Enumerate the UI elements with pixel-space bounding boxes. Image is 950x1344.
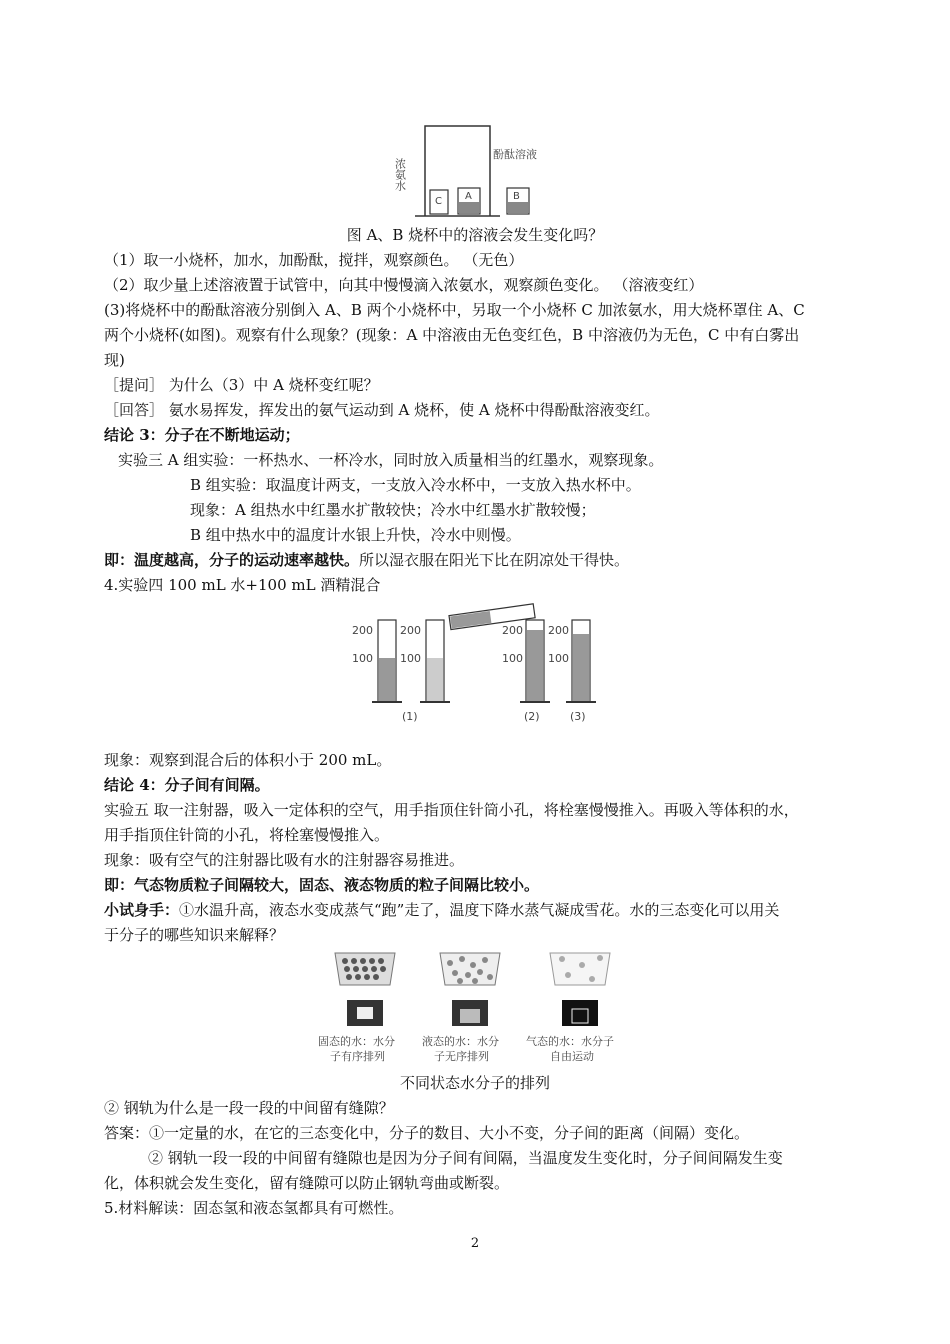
conclusion-3: 结论 3：分子在不断地运动；	[104, 426, 300, 444]
try-it-line-2: 于分子的哪些知识来解释？	[104, 926, 285, 944]
step-2: （2）取少量上述溶液置于试管中，向其中慢慢滴入浓氨水，观察颜色变化。 （溶液变红）	[104, 276, 704, 294]
step-3-line-2: 两个小烧杯(如图)。观察有什么现象？(现象：A 中溶液由无色变红色，B 中溶液仍为无色，C 中有白雾出	[104, 326, 800, 344]
cyl3-tick-100: 100	[502, 652, 523, 665]
experiment-3-b: B 组实验：取温度计两支，一支放入冷水杯中，一支放入热水杯中。	[190, 476, 641, 494]
cyl2-tick-200: 200	[400, 624, 421, 637]
material-reading: 5.材料解读：固态氢和液态氢都具有可燃性。	[104, 1199, 404, 1217]
beaker-a-label: A	[465, 191, 472, 202]
step-3-line-1: (3)将烧杯中的酚酞溶液分别倒入 A、B 两个小烧杯中，另取一个小烧杯 C 加浓氨水，用大烧杯罩住 A、C	[104, 301, 805, 319]
summary-3-rest: 所以湿衣服在阳光下比在阴凉处干得快。	[359, 551, 630, 569]
liquid-water-caption-1: 液态的水：水分	[422, 1035, 499, 1048]
gas-water-caption-2: 自由运动	[550, 1050, 594, 1063]
experiment-4-title: 4.实验四 100 mL 水+100 mL 酒精混合	[104, 576, 381, 594]
step-3-line-3: 现)	[104, 351, 125, 369]
summary-5: 即：气态物质粒子间隔较大，固态、液态物质的粒子间隔比较小。	[104, 876, 540, 894]
phenolphthalein-label: 酚酞溶液	[493, 148, 537, 161]
solid-water-caption-1: 固态的水：水分	[318, 1035, 395, 1048]
solid-water-caption-2: 子有序排列	[330, 1050, 385, 1063]
figure2-label-3: (3)	[570, 710, 586, 723]
question-2: ② 钢轨为什么是一段一段的中间留有缝隙？	[104, 1099, 394, 1117]
figure2-label-1: (1)	[402, 710, 418, 723]
beaker-b-label: B	[513, 191, 520, 202]
cyl1-tick-200: 200	[352, 624, 373, 637]
experiment-3-observation-2: B 组中热水中的温度计水银上升快，冷水中则慢。	[190, 526, 521, 544]
summary-3	[104, 550, 629, 570]
try-it-line-1	[104, 900, 779, 920]
cylinder-drawing	[350, 600, 600, 730]
ammonia-diffusion-drawing	[395, 118, 555, 218]
figure3-caption: 不同状态水分子的排列	[399, 1074, 550, 1092]
experiment-3-a: 实验三 A 组实验：一杯热水、一杯冷水，同时放入质量相当的红墨水，观察现象。	[118, 451, 664, 469]
gas-water-caption-1: 气态的水：水分子	[526, 1035, 614, 1048]
try-it-label: 小试身手：	[104, 901, 180, 919]
answer-3: 化，体积就会发生变化，留有缝隙可以防止钢轨弯曲或断裂。	[104, 1174, 510, 1192]
try-it-text: ①水温升高，液态水变成蒸气“跑”走了，温度下降水蒸气凝成雪花。水的三态变化可以用关	[179, 901, 780, 919]
water-states-drawing	[310, 945, 640, 1070]
cyl1-tick-100: 100	[352, 652, 373, 665]
experiment-5-line-2: 用手指顶住针筒的小孔，将栓塞慢慢推入。	[104, 826, 390, 844]
water-states-figure	[310, 945, 640, 1070]
cyl4-tick-100: 100	[548, 652, 569, 665]
figure2-label-2: (2)	[524, 710, 540, 723]
page-number: 2	[470, 1236, 480, 1251]
cyl2-tick-100: 100	[400, 652, 421, 665]
answer-2: ② 钢轨一段一段的中间留有缝隙也是因为分子间有间隔，当温度发生变化时，分子间间隔发生变	[148, 1149, 783, 1167]
beaker-c-label: C	[435, 196, 442, 207]
answer-1: 答案：①一定量的水，在它的三态变化中，分子的数目、大小不变，分子间的距离（间隔）变化。	[104, 1124, 750, 1142]
experiment-4-observation: 现象：观察到混合后的体积小于 200 mL。	[104, 751, 392, 769]
summary-3-bold: 即：温度越高，分子的运动速率越快。	[104, 551, 360, 569]
cyl4-tick-200: 200	[548, 624, 569, 637]
conclusion-4: 结论 4：分子间有间隔。	[104, 776, 270, 794]
experiment-3-observation: 现象：A 组热水中红墨水扩散较快；冷水中红墨水扩散较慢；	[190, 501, 596, 519]
ammonia-diffusion-figure	[395, 118, 555, 218]
cylinder-mixing-figure	[350, 600, 600, 730]
experiment-5-observation: 现象：吸有空气的注射器比吸有水的注射器容易推进。	[104, 851, 465, 869]
figure1-caption: 图 A、B 烧杯中的溶液会发生变化吗？	[346, 226, 604, 244]
cyl3-tick-200: 200	[502, 624, 523, 637]
answer: ［回答］ 氨水易挥发，挥发出的氨气运动到 A 烧杯，使 A 烧杯中得酚酞溶液变红。	[104, 401, 660, 419]
step-1: （1）取一小烧杯，加水，加酚酞，搅拌，观察颜色。 （无色）	[104, 251, 524, 269]
experiment-5-line-1: 实验五 取一注射器，吸入一定体积的空气，用手指顶住针筒小孔，将栓塞慢慢推入。再吸入等体积的水，	[104, 801, 799, 819]
liquid-water-caption-2: 子无序排列	[434, 1050, 489, 1063]
question: ［提问］ 为什么（3）中 A 烧杯变红呢？	[104, 376, 379, 394]
ammonia-label: 浓氨水	[393, 158, 407, 191]
